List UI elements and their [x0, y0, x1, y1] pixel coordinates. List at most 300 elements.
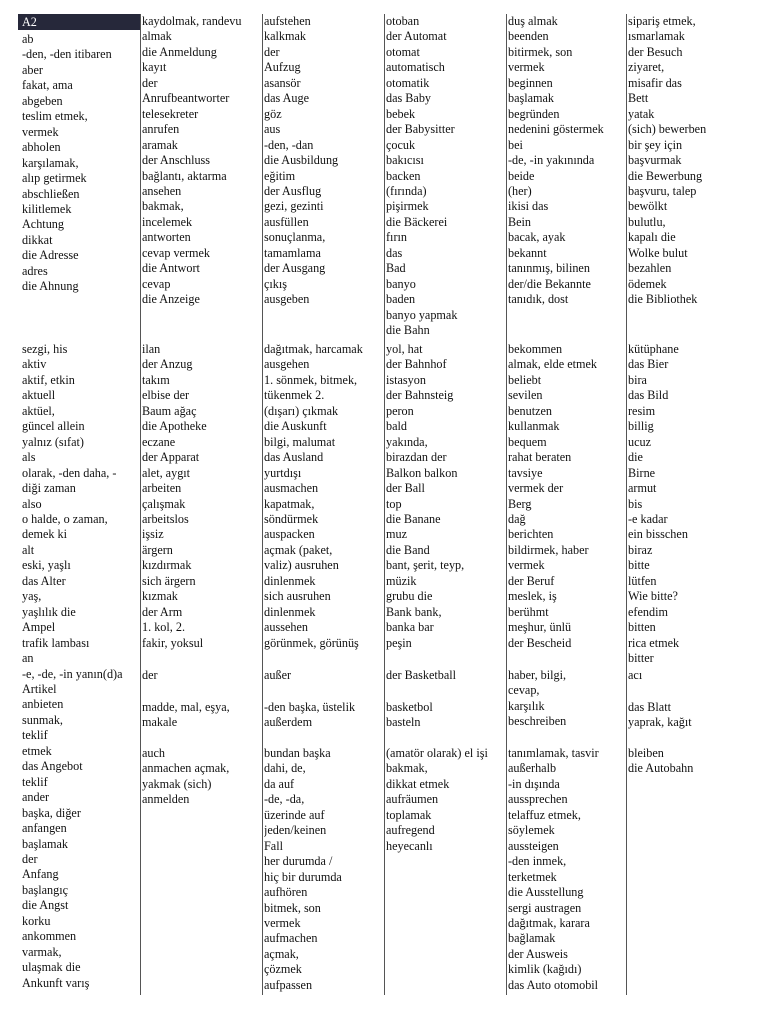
- entry-line: korku: [22, 913, 51, 928]
- entry-line: dahi, de,: [264, 761, 306, 776]
- entry-line: ab: [22, 32, 34, 46]
- entry-line: yakında,: [386, 434, 428, 449]
- entry-line: (sich) bewerben: [628, 122, 707, 137]
- entry-line: peşin: [386, 635, 412, 650]
- entry-line: auspacken: [264, 527, 315, 542]
- entry-line: beide: [508, 168, 535, 183]
- entry-line: auch: [142, 746, 166, 760]
- entry-line: bitte: [628, 558, 650, 573]
- entry-line: bakmak,: [386, 761, 428, 776]
- entry-line: birazdan der: [386, 450, 447, 465]
- entry-line: sevilen: [508, 388, 543, 403]
- entry-line: misafir das: [628, 75, 682, 90]
- entry-line: otoban: [386, 14, 420, 28]
- entry-line: anbieten: [22, 697, 64, 712]
- entry-line: dinlenmek: [264, 573, 316, 588]
- entry-line: vermek: [264, 915, 301, 930]
- entry-block: [386, 342, 506, 651]
- entry-line: der: [264, 44, 280, 59]
- entry-line: ilan: [142, 342, 161, 356]
- entry-line: gezi, gezinti: [264, 199, 324, 214]
- entry-line: der Bescheid: [508, 635, 572, 650]
- entry-line: cevap vermek: [142, 245, 211, 260]
- entry-line: die Banane: [386, 511, 441, 526]
- entry-line: ısmarlamak: [628, 29, 685, 44]
- entry-line: bald: [386, 419, 407, 434]
- entry-line: duş almak: [508, 14, 558, 28]
- entry-line: bundan başka: [264, 746, 331, 760]
- entry-line: yakmak (sich): [142, 776, 212, 791]
- entry-line: kalkmak: [264, 29, 306, 44]
- entry-line: beginnen: [508, 75, 553, 90]
- entry-line: ucuz: [628, 434, 652, 449]
- entry-line: bakmak,: [142, 199, 184, 214]
- entry-line: aussteigen: [508, 838, 559, 853]
- entry-line: -den inmek,: [508, 854, 567, 869]
- entry-line: der Ball: [386, 481, 425, 496]
- entry-block: [628, 700, 766, 731]
- entry-line: sezgi, his: [22, 342, 68, 356]
- entry-line: der Automat: [386, 29, 447, 44]
- entry-block: [142, 700, 262, 731]
- entry-line: die Anmeldung: [142, 44, 217, 59]
- entry-line: etmek: [22, 743, 52, 758]
- entry-line: eski, yaşlı: [22, 558, 71, 573]
- entry-line: aber: [22, 62, 43, 77]
- entry-line: almak, elde etmek: [508, 357, 597, 372]
- entry-line: Achtung: [22, 217, 64, 232]
- entry-line: Bank bank,: [386, 604, 442, 619]
- entry-line: der Basketball: [386, 668, 457, 682]
- entry-line: ankommen: [22, 929, 77, 944]
- entry-line: muz: [386, 527, 407, 542]
- entry-line: başvurmak: [628, 153, 682, 168]
- entry-line: Birne: [628, 465, 656, 480]
- entry-line: die Bewerbung: [628, 168, 703, 183]
- entry-line: das Ausland: [264, 450, 324, 465]
- entry-line: takım: [142, 372, 170, 387]
- entry-line: die Apotheke: [142, 419, 207, 434]
- entry-line: banyo yapmak: [386, 307, 458, 322]
- entry-line: die Antwort: [142, 261, 200, 276]
- entry-block: [628, 14, 766, 308]
- entry-line: die Auskunft: [264, 419, 327, 434]
- entry-line: kayıt: [142, 60, 167, 75]
- entry-line: telesekreter: [142, 106, 199, 121]
- entry-line: otomat: [386, 44, 420, 59]
- entry-line: außerdem: [264, 715, 313, 730]
- entry-line: yurtdışı: [264, 465, 302, 480]
- entry-line: der Beruf: [508, 573, 555, 588]
- entry-line: das: [386, 245, 403, 260]
- entry-line: der: [142, 668, 158, 682]
- entry-line: tanınmış, bilinen: [508, 261, 590, 276]
- entry-line: sergi austragen: [508, 900, 582, 915]
- entry-line: aramak: [142, 137, 178, 152]
- entry-line: ein bisschen: [628, 527, 688, 542]
- entry-line: sunmak,: [22, 712, 63, 727]
- entry-line: anfangen: [22, 821, 67, 836]
- entry-line: dikkat: [22, 232, 53, 247]
- entry-line: Ankunft varış: [22, 975, 90, 990]
- entry-line: vermek: [22, 124, 59, 139]
- entry-line: Bad: [386, 261, 406, 276]
- entry-line: meslek, iş: [508, 589, 557, 604]
- entry-line: makale: [142, 715, 178, 730]
- entry-line: bağlantı, aktarma: [142, 168, 227, 183]
- entry-line: dikkat etmek: [386, 776, 450, 791]
- column-1: [18, 14, 140, 995]
- entry-block: [22, 342, 140, 991]
- entry-line: die Angst: [22, 898, 69, 913]
- entry-line: -de, -da,: [264, 792, 305, 807]
- entry-line: söylemek: [508, 823, 555, 838]
- entry-line: elbise der: [142, 388, 190, 403]
- entry-line: bezahlen: [628, 261, 672, 276]
- entry-line: die Bäckerei: [386, 214, 448, 229]
- entry-line: (fırında): [386, 183, 427, 198]
- entry-line: abgeben: [22, 93, 63, 108]
- entry-line: hiç bir durumda: [264, 869, 342, 884]
- entry-line: rica etmek: [628, 635, 680, 650]
- entry-line: alet, aygıt: [142, 465, 191, 480]
- entry-line: açmak (paket,: [264, 542, 333, 557]
- entry-line: der Anzug: [142, 357, 193, 372]
- entry-line: basteln: [386, 715, 421, 730]
- entry-line: vermek: [508, 60, 545, 75]
- entry-line: cevap: [142, 276, 171, 291]
- entry-line: die Anzeige: [142, 292, 200, 307]
- entry-line: vermek: [508, 558, 545, 573]
- entry-line: bulutlu,: [628, 214, 666, 229]
- entry-line: das Blatt: [628, 700, 671, 714]
- entry-line: ulaşmak die: [22, 960, 81, 975]
- entry-line: banka bar: [386, 620, 434, 635]
- entry-line: aussehen: [264, 620, 308, 635]
- entry-line: (her): [508, 183, 532, 198]
- entry-block: [264, 700, 384, 731]
- entry-line: die Ausbildung: [264, 153, 339, 168]
- entry-line: jeden/keinen: [264, 823, 327, 838]
- entry-line: bitter: [628, 651, 654, 666]
- entry-block: [264, 668, 384, 683]
- entry-line: beliebt: [508, 372, 542, 387]
- entry-line: incelemek: [142, 214, 193, 229]
- entry-line: Balkon balkon: [386, 465, 458, 480]
- entry-line: asansör: [264, 75, 301, 90]
- entry-line: billig: [628, 419, 654, 434]
- entry-block: [386, 14, 506, 339]
- level-header: A2: [18, 14, 140, 30]
- entry-line: fırın: [386, 230, 407, 245]
- entry-line: außerhalb: [508, 761, 557, 776]
- entry-line: heyecanlı: [386, 838, 433, 853]
- entry-line: begründen: [508, 106, 560, 121]
- entry-block: [386, 668, 506, 683]
- entry-line: cevap,: [508, 683, 540, 698]
- entry-line: der: [142, 75, 158, 90]
- entry-line: yaş,: [22, 589, 42, 604]
- entry-line: başvuru, talep: [628, 183, 697, 198]
- entry-line: valiz) ausruhen: [264, 558, 339, 573]
- entry-line: ödemek: [628, 276, 667, 291]
- entry-line: yalnız (sıfat): [22, 434, 84, 449]
- entry-line: das Auto otomobil: [508, 977, 599, 992]
- entry-line: -e kadar: [628, 511, 668, 526]
- entry-block: [386, 700, 506, 731]
- entry-line: bewölkt: [628, 199, 668, 214]
- column-6: [626, 14, 766, 995]
- entry-line: (dışarı) çıkmak: [264, 403, 339, 418]
- entry-line: adres: [22, 263, 48, 278]
- entry-line: o halde, o zaman,: [22, 511, 108, 526]
- entry-line: ausfüllen: [264, 214, 309, 229]
- entry-line: aussprechen: [508, 792, 568, 807]
- entry-line: bacak, ayak: [508, 230, 566, 245]
- entry-line: kızmak: [142, 589, 178, 604]
- entry-block: [22, 32, 140, 295]
- entry-line: das Auge: [264, 91, 310, 106]
- entry-line: bei: [508, 137, 523, 152]
- entry-line: abschließen: [22, 186, 80, 201]
- entry-block: [264, 14, 384, 308]
- entry-block: [386, 746, 506, 854]
- entry-line: anmachen açmak,: [142, 761, 230, 776]
- entry-line: fakat, ama: [22, 78, 73, 93]
- entry-line: das Baby: [386, 91, 432, 106]
- entry-line: abholen: [22, 140, 61, 155]
- entry-line: bildirmek, haber: [508, 542, 589, 557]
- entry-block: [142, 342, 262, 651]
- entry-line: bakıcısı: [386, 153, 424, 168]
- entry-line: başlamak: [508, 91, 555, 106]
- entry-block: [142, 668, 262, 683]
- entry-block: [508, 14, 626, 308]
- entry-line: die: [628, 450, 643, 465]
- entry-line: der Besuch: [628, 44, 683, 59]
- entry-line: vermek der: [508, 481, 564, 496]
- entry-line: telaffuz etmek,: [508, 807, 581, 822]
- entry-line: der: [22, 851, 38, 866]
- entry-line: das Bild: [628, 388, 669, 403]
- entry-line: dinlenmek: [264, 604, 316, 619]
- entry-line: Wolke bulut: [628, 245, 688, 260]
- entry-line: ikisi das: [508, 199, 549, 214]
- entry-line: başka, diğer: [22, 805, 81, 820]
- entry-line: kütüphane: [628, 342, 679, 356]
- entry-line: ansehen: [142, 183, 182, 198]
- entry-line: aktif, etkin: [22, 372, 75, 387]
- entry-line: dağıtmak, harcamak: [264, 342, 363, 356]
- entry-line: demek ki: [22, 527, 68, 542]
- entry-line: diği zaman: [22, 481, 76, 496]
- entry-line: ausgeben: [264, 292, 310, 307]
- entry-line: anrufen: [142, 122, 180, 137]
- entry-line: efendim: [628, 604, 668, 619]
- entry-block: [508, 746, 626, 993]
- entry-line: da auf: [264, 776, 295, 791]
- entry-line: der Bahnhof: [386, 357, 447, 372]
- entry-line: ander: [22, 790, 50, 805]
- entry-line: kimlik (kağıdı): [508, 962, 582, 977]
- entry-line: aufmachen: [264, 931, 318, 946]
- entry-line: biraz: [628, 542, 653, 557]
- entry-line: bleiben: [628, 746, 664, 760]
- entry-line: der Ausflug: [264, 183, 322, 198]
- entry-line: backen: [386, 168, 421, 183]
- entry-line: arbeiten: [142, 481, 182, 496]
- entry-line: karşılamak,: [22, 155, 79, 170]
- entry-line: meşhur, ünlü: [508, 620, 572, 635]
- entry-line: tanımlamak, tasvir: [508, 746, 599, 760]
- entry-block: [264, 746, 384, 993]
- entry-line: aktüel,: [22, 403, 55, 418]
- entry-line: -e, -de, -in yanın(d)a: [22, 666, 123, 681]
- entry-line: aktuell: [22, 388, 56, 403]
- entry-line: bağlamak: [508, 931, 556, 946]
- entry-line: bequem: [508, 434, 547, 449]
- entry-line: Bein: [508, 214, 532, 229]
- entry-block: [264, 342, 384, 651]
- entry-line: sich ausruhen: [264, 589, 331, 604]
- entry-line: çalışmak: [142, 496, 186, 511]
- entry-line: kaydolmak, randevu: [142, 14, 242, 28]
- entry-line: her durumda /: [264, 854, 333, 869]
- entry-block: [628, 668, 766, 683]
- entry-line: die Bibliothek: [628, 292, 698, 307]
- entry-line: bira: [628, 372, 647, 387]
- entry-line: der Arm: [142, 604, 183, 619]
- entry-line: teslim etmek,: [22, 109, 88, 124]
- entry-line: die Autobahn: [628, 761, 694, 776]
- entry-line: bitmek, son: [264, 900, 321, 915]
- entry-line: bis: [628, 496, 643, 511]
- entry-line: der Anschluss: [142, 153, 211, 168]
- entry-line: dağ: [508, 511, 526, 526]
- entry-line: also: [22, 496, 42, 511]
- entry-line: kullanmak: [508, 419, 560, 434]
- entry-line: der Babysitter: [386, 122, 455, 137]
- entry-line: basketbol: [386, 700, 433, 714]
- entry-line: açmak,: [264, 946, 299, 961]
- entry-block: [628, 342, 766, 667]
- entry-line: ausmachen: [264, 481, 319, 496]
- entry-line: eğitim: [264, 168, 296, 183]
- entry-line: dağıtmak, karara: [508, 915, 590, 930]
- entry-line: -de, -in yakınında: [508, 153, 595, 168]
- entry-line: armut: [628, 481, 657, 496]
- entry-line: der Bahnsteig: [386, 388, 454, 403]
- entry-line: resim: [628, 403, 656, 418]
- entry-line: teklif: [22, 774, 48, 789]
- vocabulary-table: [18, 14, 707, 995]
- entry-line: Wie bitte?: [628, 589, 678, 604]
- entry-line: üzerinde auf: [264, 807, 325, 822]
- entry-line: der Ausgang: [264, 261, 326, 276]
- entry-line: peron: [386, 403, 414, 418]
- entry-line: baden: [386, 292, 416, 307]
- entry-line: çözmek: [264, 962, 302, 977]
- entry-line: sipariş etmek,: [628, 14, 696, 28]
- entry-line: aufhören: [264, 885, 308, 900]
- entry-line: göz: [264, 106, 282, 121]
- entry-line: banyo: [386, 276, 416, 291]
- column-4: [384, 14, 506, 995]
- column-3: [262, 14, 384, 995]
- entry-line: benutzen: [508, 403, 552, 418]
- entry-line: toplamak: [386, 807, 432, 822]
- entry-line: çıkış: [264, 276, 288, 291]
- entry-line: tanıdık, dost: [508, 292, 569, 307]
- entry-line: außer: [264, 668, 292, 682]
- entry-block: [142, 746, 262, 808]
- entry-line: tükenmek 2.: [264, 388, 325, 403]
- entry-line: yaprak, kağıt: [628, 715, 692, 730]
- entry-line: antworten: [142, 230, 191, 245]
- entry-line: Anfang: [22, 867, 59, 882]
- entry-line: die Adresse: [22, 248, 79, 263]
- entry-line: almak: [142, 29, 172, 44]
- entry-line: an: [22, 651, 34, 666]
- entry-line: söndürmek: [264, 511, 319, 526]
- entry-line: sich ärgern: [142, 573, 196, 588]
- entry-line: terketmek: [508, 869, 557, 884]
- entry-line: die Band: [386, 542, 430, 557]
- entry-line: pişirmek: [386, 199, 429, 214]
- entry-line: die Ausstellung: [508, 885, 584, 900]
- entry-line: berühmt: [508, 604, 549, 619]
- entry-line: als: [22, 450, 36, 465]
- entry-line: das Alter: [22, 573, 66, 588]
- entry-line: ziyaret,: [628, 60, 665, 75]
- entry-line: anmelden: [142, 792, 190, 807]
- entry-line: -in dışında: [508, 776, 560, 791]
- entry-line: der/die Bekannte: [508, 276, 591, 291]
- entry-line: arbeitslos: [142, 511, 189, 526]
- entry-line: -den, -dan: [264, 137, 314, 152]
- column-2: [140, 14, 262, 995]
- entry-line: kapatmak,: [264, 496, 315, 511]
- entry-line: beschreiben: [508, 714, 567, 729]
- entry-line: olarak, -den daha, -: [22, 465, 117, 480]
- entry-line: kapalı die: [628, 230, 676, 245]
- entry-line: Anrufbeantworter: [142, 91, 230, 106]
- entry-line: automatisch: [386, 60, 445, 75]
- entry-line: tamamlama: [264, 245, 321, 260]
- entry-line: aus: [264, 122, 281, 137]
- entry-line: bilgi, malumat: [264, 434, 336, 449]
- entry-line: bir şey için: [628, 137, 683, 152]
- entry-line: karşılık: [508, 698, 545, 713]
- entry-line: güncel allein: [22, 419, 85, 434]
- entry-line: bebek: [386, 106, 416, 121]
- entry-line: aufräumen: [386, 792, 439, 807]
- entry-line: die Bahn: [386, 323, 430, 338]
- entry-line: lütfen: [628, 573, 657, 588]
- entry-line: aufpassen: [264, 977, 313, 992]
- entry-line: kilitlemek: [22, 201, 72, 216]
- entry-line: kızdırmak: [142, 558, 192, 573]
- entry-line: başlangıç: [22, 882, 69, 897]
- entry-line: 1. kol, 2.: [142, 620, 185, 635]
- column-5: [506, 14, 626, 995]
- entry-line: -den, -den itibaren: [22, 47, 112, 62]
- entry-line: yol, hat: [386, 342, 423, 356]
- entry-block: [508, 342, 626, 651]
- entry-line: aufstehen: [264, 14, 311, 28]
- entry-line: bitten: [628, 620, 656, 635]
- entry-line: sonuçlanma,: [264, 230, 326, 245]
